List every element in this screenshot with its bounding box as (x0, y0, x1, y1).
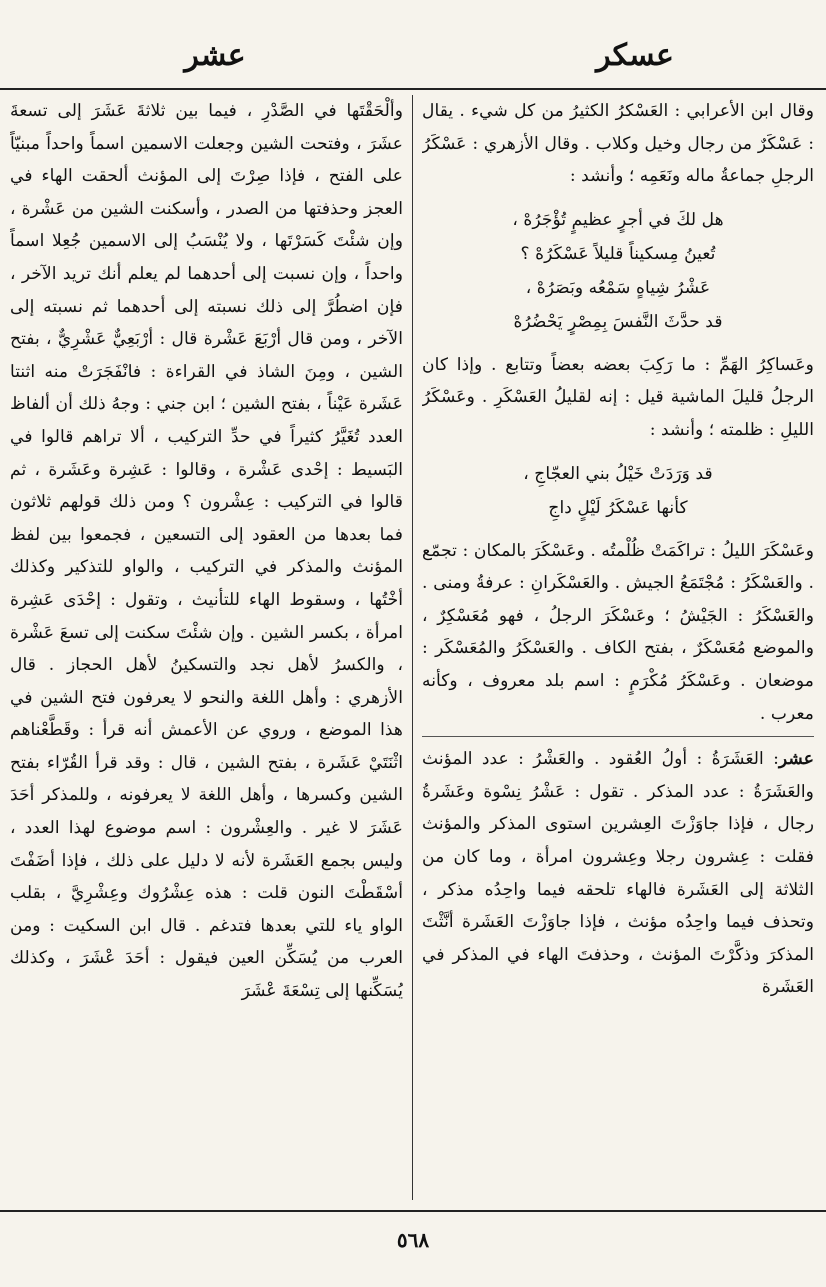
header-rule (0, 88, 826, 90)
footer-rule (0, 1210, 826, 1212)
running-head-right: عسكر (596, 38, 674, 73)
verse-block (422, 203, 814, 339)
running-head-left: عشر (184, 38, 246, 73)
entry-separator (422, 736, 814, 737)
verse-line: كأنها عَسْكَرُ لَيْلٍ داجِ (548, 497, 688, 518)
right-column (422, 95, 814, 1195)
page-number: ٥٦٨ (396, 1228, 430, 1252)
entry-text: وعَسْكَرَ الليلُ : تراكَمَتْ ظُلْمتُه . وعَسْكَرَ بالمكان : تجمّع . والعَسْكَرُ : مُجْتَمَعُ الجيش . والعَسْكَرانِ : عرفةُ ومنى . والعَسْكَرُ : الجَيْشُ ؛ وعَسْكَرَ الرجلُ ، فهو مُعَسْكِرٌ ، والموضع مُعَسْكَرٌ ، بفتح الكاف . والعَسْكَرُ والمُعَسْكَر : موضعان . وعَسْكَرُ مُكْرَمٍ : اسم بلد معروف ، وكأنه معرب . (422, 540, 814, 724)
left-column (10, 95, 403, 1195)
column-divider (412, 95, 413, 1200)
verse-line: عَشْرُ شِياهٍ سَمْعُه وبَصَرُهْ ، (525, 277, 711, 298)
verse-line: قد وَرَدَتْ خَيْلُ بني العجّاجِ ، (523, 463, 713, 484)
verse-block (422, 457, 814, 525)
entry-text: وقال ابن الأعرابي : العَسْكرُ الكثيرُ من كل شيء . يقال : عَسْكَرٌ من رجال وخيل وكلاب . وقال الأزهري : عَسْكَرُ الرجلِ جماعةُ ماله ونَعَمِه ؛ وأنشد : (422, 101, 814, 187)
page-header (0, 30, 826, 90)
entry-text (422, 743, 814, 1004)
verse-line: قد حدَّثَ النَّفسَ بِمِصْرٍ يَحْضُرُهْ (513, 311, 723, 332)
entry-body: : العَشَرَةُ : أولُ العُقود . والعَشْرُ : عدد المؤنث والعَشَرَةُ : عدد المذكر . تقول : عَشْرُ نِسْوة وعَشَرةُ رجال ، فإذا جاوَزْتَ العِشرين استوى المذكر والمؤنث فقلت : عِشرون رجلا وعِشرون امرأة ، وما كان من الثلاثة إلى العَشَرة فالهاء تلحقه فيما واحِدُه مذكر ، وتحذف فيما واحِدُه مؤنث ، فإذا جاوَزْتَ العَشَرة أنَّثْتَ المذكرَ وذكَّرْتَ المؤنث ، وحذفتَ الهاء في المذكر في العَشَرة (422, 749, 814, 998)
verse-line: هل لكَ في أجرٍ عظيمٍ تُؤْجَرُهْ ، (512, 209, 724, 230)
entry-text: وألْحَقْتَها في الصَّدْرِ ، فيما بين ثلاثةَ عَشَرَ إلى تسعةَ عشَرَ ، وفتحت الشين وجعلت الاسمين اسماً واحداً مبنيّاً على الفتح ، فإذا صِرْتَ إلى المؤنث ألحقت الهاء في العجز وحذفتها من الصدر ، وأسكنت الشين من عَشْرة ، وإن شئْتَ كَسَرْتَها ، ولا يُنْسَبُ إلى الاسمين جُعِلا اسماً واحداً ، وإن نسبت إلى أحدهما لم يعلم أنك تريد الآخر ، فإن اضطُرَّ إلى ذلك نسبته إلى أحدهما ثم نسبته إلى الآخر ، ومن قال أرْبَعَ عَشْرة قال : أرْبَعِيٌّ عَشْرِيٌّ ، بفتح الشين ، ومِنَ الشاذ في القراءة : فانْفَجَرَتْ منه اثنتا عَشَرة عَيْناً ، بفتح الشين ؛ ابن جني : وجهُ ذلك أن ألفاظ العدد تُغَيَّرُ كثيراً في حدِّ التركيب ، ألا تراهم قالوا في البَسيط : إحْدى عَشْرة ، وقالوا : عَشِرة وعَشَرة ، ثم قالوا في التركيب : عِشْرون ؟ ومن ذلك قولهم ثلاثون فما بعدها من العقود إلى التسعين ، فجمعوا بين لفظ المؤنث والمذكر في التركيب ، والواو للتذكير وكذلك أخْتُها ، وسقوط الهاء للتأنيث ، وتقول : إحْدَى عَشِرة امرأة ، بكسر الشين . وإن شئْتَ سكنت إلى تسعَ عَشْرة ، والكسرُ لأهل نجد والتسكينُ لأهل الحجاز . قال الأزهري : وأهل اللغة والنحو لا يعرفون فتح الشين في هذا الموضع ، وروي عن الأعمش أنه قرأ : وقَطَّعْناهم اثْنَتَيْ عَشَرة ، بفتح الشين ، قال : وقد قرأ القُرّاء بفتح الشين وكسرها ، وأهل اللغة لا يعرفونه ، وللمذكر أحَدَ عَشَرَ لا غير . والعِشْرون : اسم موضوع لهذا العدد ، وليس بجمع العَشَرة لأنه لا دليل على ذلك ، فإذا أضَفْتَ أسْقَطْتَ النون قلت : هذه عِشْرُوك وعِشْرِيَّ ، بقلب الواو ياء للتي بعدها فتدغم . قال ابن السكيت : ومن العرب من يُسَكِّن العين فيقول : أحَدَ عْشَرَ ، وكذلك يُسَكِّنها إلى تِسْعَةَ عْشَرَ (10, 101, 403, 1002)
verse-line: تُعينُ مِسكيناً قليلاً عَسْكَرُهْ ؟ (520, 243, 716, 264)
entry-text: وعَساكِرُ الهَمِّ : ما رَكِبَ بعضه بعضاً وتتابع . وإذا كان الرجلُ قليلَ الماشية قيل : إنه لقليلُ العَسْكَرِ . وعَسْكَرُ الليلِ : ظلمته ؛ وأنشد : (422, 354, 814, 440)
headword: عشر (778, 749, 814, 770)
